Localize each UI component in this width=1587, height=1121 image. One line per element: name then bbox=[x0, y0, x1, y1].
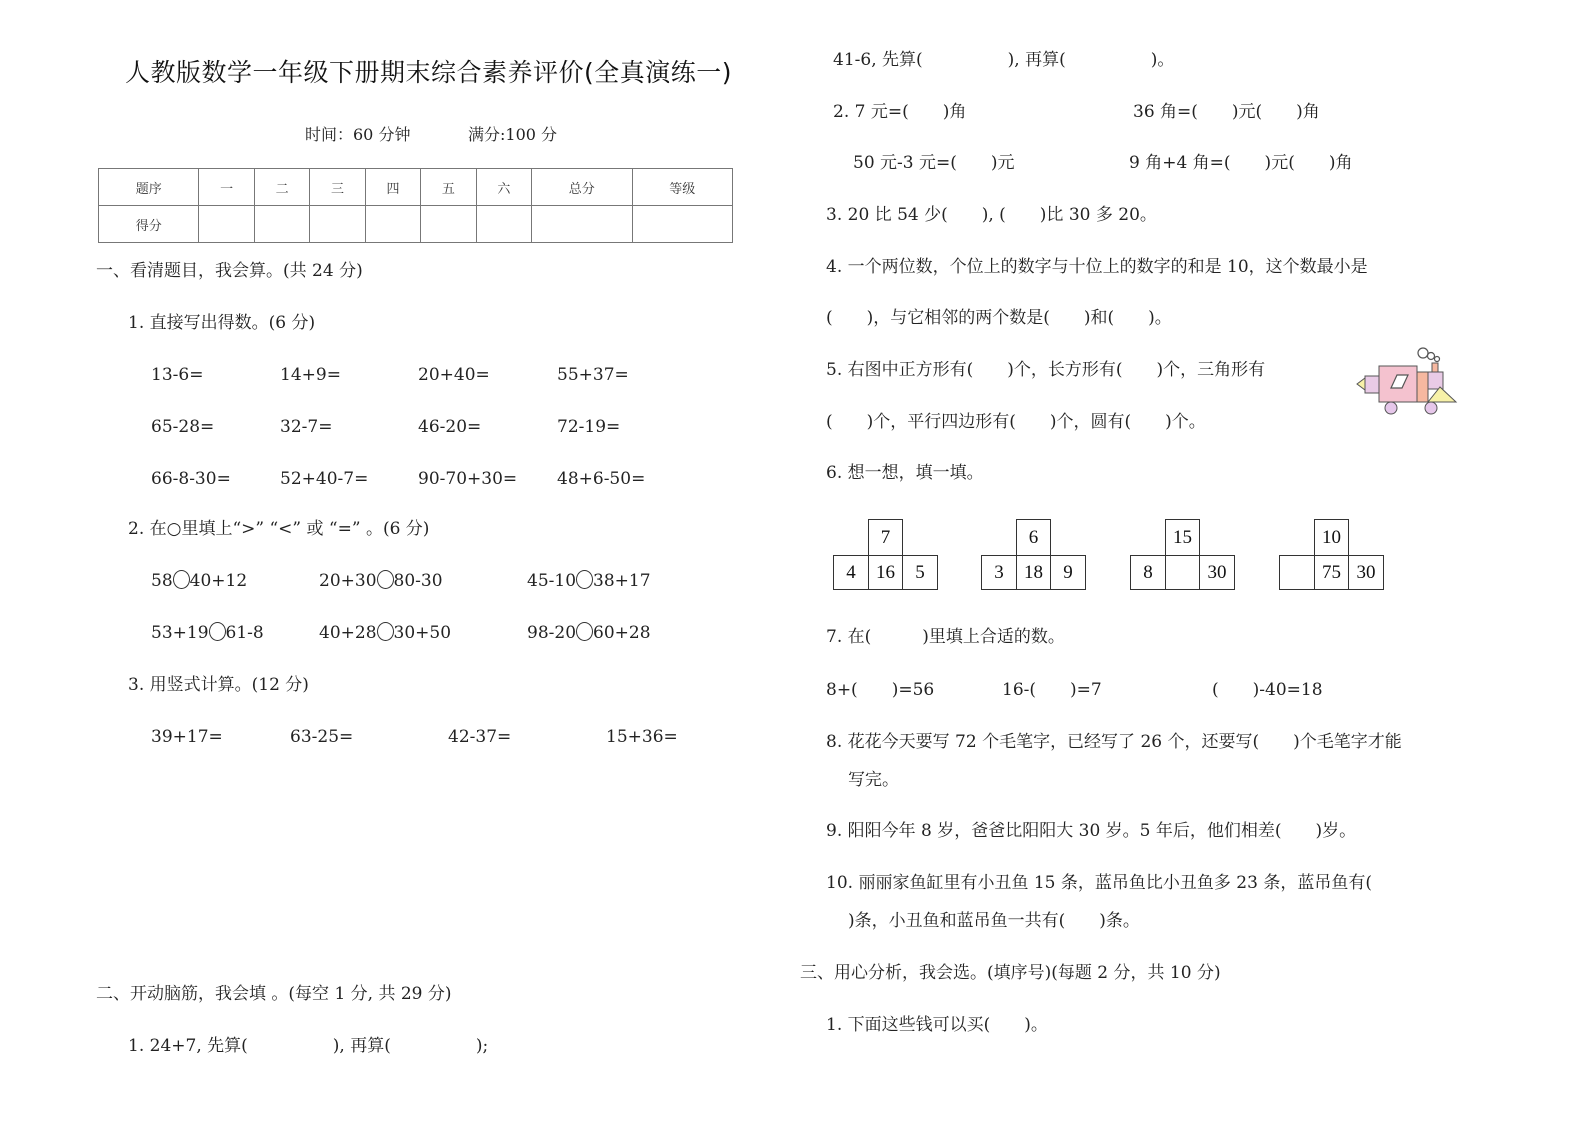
puzzle-top-cell: 15 bbox=[1165, 519, 1200, 556]
puzzle-right-cell: 9 bbox=[1050, 555, 1086, 590]
score-cell[interactable] bbox=[476, 206, 531, 243]
q2-1-line2: 41-6, 先算( ), 再算( )。 bbox=[833, 50, 1175, 70]
score-row-label: 得分 bbox=[99, 206, 199, 243]
score-cell[interactable] bbox=[254, 206, 309, 243]
problem: 46-20= bbox=[418, 417, 482, 437]
score-cell[interactable] bbox=[310, 206, 365, 243]
problem: 90-70+30= bbox=[418, 469, 518, 489]
q2-2-d: 9 角+4 角=( )元( )角 bbox=[1129, 153, 1353, 173]
puzzle-left-cell: 3 bbox=[981, 555, 1017, 590]
problem: 55+37= bbox=[557, 365, 629, 385]
vertical-calc-problem: 42-37= bbox=[448, 727, 512, 747]
score-table bbox=[98, 168, 733, 243]
q1-1-label: 1. 直接写出得数。(6 分) bbox=[128, 313, 316, 333]
score-cell[interactable] bbox=[632, 206, 733, 243]
score-cell[interactable] bbox=[532, 206, 632, 243]
q2-8-line2: 写完。 bbox=[848, 770, 899, 790]
comparison: 20+30 80-30 bbox=[319, 571, 443, 591]
puzzle-top-cell: 10 bbox=[1314, 519, 1349, 556]
puzzle-mid-cell: 16 bbox=[868, 555, 903, 590]
puzzle-mid-cell: 18 bbox=[1016, 555, 1051, 590]
time-limit: 时间：60 分钟 bbox=[305, 125, 411, 144]
score-header-cell: 一 bbox=[199, 169, 254, 206]
problem: 66-8-30= bbox=[151, 469, 231, 489]
q2-4-line1: 4. 一个两位数，个位上的数字与十位上的数字的和是 10，这个数最小是 bbox=[826, 257, 1368, 277]
comparison: 40+28 30+50 bbox=[319, 623, 452, 643]
vertical-calc-work-area[interactable] bbox=[96, 760, 736, 970]
q2-7-label: 7. 在( )里填上合适的数。 bbox=[826, 627, 1065, 647]
puzzle-mid-cell: 75 bbox=[1314, 555, 1349, 590]
puzzle-left-cell: 8 bbox=[1130, 555, 1166, 590]
q2-3: 3. 20 比 54 少( ), ( )比 30 多 20。 bbox=[826, 205, 1157, 225]
q2-2-b: 36 角=( )元( )角 bbox=[1133, 102, 1320, 122]
compare-circle[interactable] bbox=[576, 622, 593, 641]
q2-7-item: 16-( )=7 bbox=[1002, 680, 1102, 700]
puzzle-top-cell: 6 bbox=[1016, 519, 1051, 556]
puzzle-right-cell: 30 bbox=[1348, 555, 1384, 590]
comparison: 53+19 61-8 bbox=[151, 623, 264, 643]
compare-circle[interactable] bbox=[377, 570, 394, 589]
q2-5-line1: 5. 右图中正方形有( )个，长方形有( )个，三角形有 bbox=[826, 360, 1266, 380]
problem: 13-6= bbox=[151, 365, 204, 385]
score-table-header-row bbox=[99, 169, 733, 206]
score-header-cell: 等级 bbox=[632, 169, 733, 206]
q1-2-label: 2. 在○里填上“>” “<” 或 “=” 。(6 分) bbox=[128, 519, 430, 539]
q2-2-c: 50 元-3 元=( )元 bbox=[853, 153, 1015, 173]
compare-circle[interactable] bbox=[576, 570, 593, 589]
puzzle-right-cell: 5 bbox=[902, 555, 938, 590]
q2-4-line2: ( )，与它相邻的两个数是( )和( )。 bbox=[826, 308, 1172, 328]
compare-circle[interactable] bbox=[209, 622, 226, 641]
score-cell[interactable] bbox=[421, 206, 476, 243]
page-title: 人教版数学一年级下册期末综合素养评价(全真演练一) bbox=[125, 58, 733, 87]
q2-10-line2: )条，小丑鱼和蓝吊鱼一共有( )条。 bbox=[848, 911, 1140, 931]
q3-1: 1. 下面这些钱可以买( )。 bbox=[826, 1015, 1048, 1035]
q2-7-item: ( )-40=18 bbox=[1212, 680, 1323, 700]
score-cell[interactable] bbox=[199, 206, 254, 243]
comparison: 98-20 60+28 bbox=[527, 623, 651, 643]
score-cell[interactable] bbox=[365, 206, 420, 243]
section-1-heading: 一、看清题目，我会算。(共 24 分) bbox=[96, 261, 363, 281]
score-header-cell: 题序 bbox=[99, 169, 199, 206]
score-header-cell: 二 bbox=[254, 169, 309, 206]
problem: 48+6-50= bbox=[557, 469, 646, 489]
problem: 14+9= bbox=[280, 365, 341, 385]
problem: 32-7= bbox=[280, 417, 333, 437]
vertical-calc-problem: 15+36= bbox=[606, 727, 678, 747]
problem: 65-28= bbox=[151, 417, 215, 437]
problem: 20+40= bbox=[418, 365, 490, 385]
compare-circle[interactable] bbox=[173, 570, 190, 589]
q2-8-line1: 8. 花花今天要写 72 个毛笔字，已经写了 26 个，还要写( )个毛笔字才能 bbox=[826, 732, 1402, 752]
comparison: 45-10 38+17 bbox=[527, 571, 651, 591]
q2-7-item: 8+( )=56 bbox=[826, 680, 935, 700]
score-header-cell: 四 bbox=[365, 169, 420, 206]
compare-circle[interactable] bbox=[377, 622, 394, 641]
section-3-heading: 三、用心分析，我会选。(填序号)(每题 2 分，共 10 分) bbox=[800, 963, 1221, 983]
puzzle-mid-cell-blank[interactable] bbox=[1165, 555, 1200, 590]
q2-9: 9. 阳阳今年 8 岁，爸爸比阳阳大 30 岁。5 年后，他们相差( )岁。 bbox=[826, 821, 1357, 841]
problem: 72-19= bbox=[557, 417, 621, 437]
vertical-calc-problem: 39+17= bbox=[151, 727, 223, 747]
q2-10-line1: 10. 丽丽家鱼缸里有小丑鱼 15 条，蓝吊鱼比小丑鱼多 23 条，蓝吊鱼有( bbox=[826, 873, 1372, 893]
comparison: 58 40+12 bbox=[151, 571, 248, 591]
q2-2-a: 2. 7 元=( )角 bbox=[833, 102, 967, 122]
problem: 52+40-7= bbox=[280, 469, 369, 489]
puzzle-right-cell: 30 bbox=[1199, 555, 1235, 590]
puzzle-top-cell: 7 bbox=[868, 519, 903, 556]
q2-6-label: 6. 想一想，填一填。 bbox=[826, 463, 984, 483]
vertical-calc-problem: 63-25= bbox=[290, 727, 354, 747]
puzzle-left-cell-blank[interactable] bbox=[1279, 555, 1315, 590]
score-table-score-row bbox=[99, 206, 733, 243]
score-header-cell: 总分 bbox=[532, 169, 632, 206]
score-header-cell: 六 bbox=[476, 169, 531, 206]
train-shapes-image bbox=[1356, 346, 1460, 420]
q1-3-label: 3. 用竖式计算。(12 分) bbox=[128, 675, 309, 695]
score-header-cell: 三 bbox=[310, 169, 365, 206]
q2-5-line2: ( )个，平行四边形有( )个，圆有( )个。 bbox=[826, 412, 1206, 432]
section-2-heading: 二、开动脑筋，我会填 。(每空 1 分, 共 29 分) bbox=[96, 984, 452, 1004]
q2-1-line1: 1. 24+7, 先算( ), 再算( ); bbox=[128, 1036, 489, 1056]
score-header-cell: 五 bbox=[421, 169, 476, 206]
full-score: 满分:100 分 bbox=[468, 125, 558, 144]
puzzle-left-cell: 4 bbox=[833, 555, 869, 590]
